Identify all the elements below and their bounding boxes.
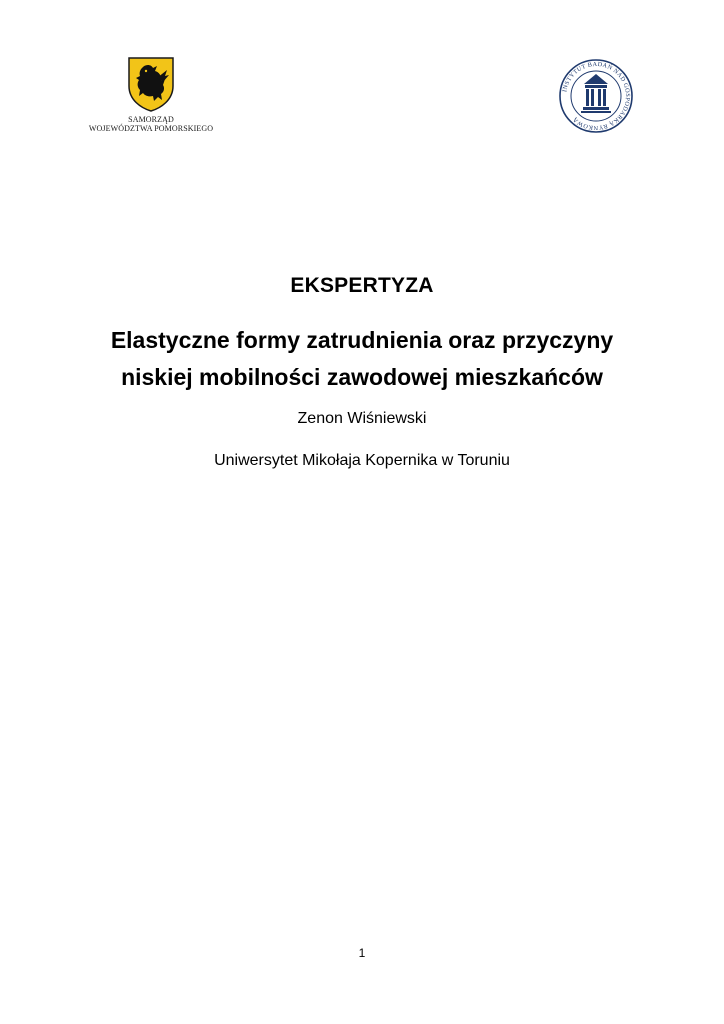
document-type-heading: EKSPERTYZA (290, 274, 434, 297)
svg-text:INSTYTUT BADAŃ NAD GOSPODARKĄ: INSTYTUT BADAŃ NAD GOSPODARKĄ RYNKOWĄ (561, 60, 632, 132)
pomorskie-coat-of-arms-icon (127, 56, 175, 112)
document-title-line2: niskiej mobilności zawodowej mieszkańców (121, 364, 603, 390)
author-name: Zenon Wiśniewski (297, 410, 427, 427)
logo-caption-line1: SAMORZĄD (128, 115, 174, 124)
institute-seal-icon (558, 58, 634, 134)
samorzad-logo (86, 56, 216, 133)
ibngr-seal-logo (558, 58, 634, 134)
document-title (0, 322, 724, 396)
document-title-line1: Elastyczne formy zatrudnienia oraz przyczyny (110, 327, 614, 353)
author-affiliation: Uniwersytet Mikołaja Kopernika w Toruniu (214, 452, 510, 469)
logo-caption-line2: WOJEWÓDZTWA POMORSKIEGO (88, 124, 214, 133)
page-number: 1 (358, 946, 366, 960)
